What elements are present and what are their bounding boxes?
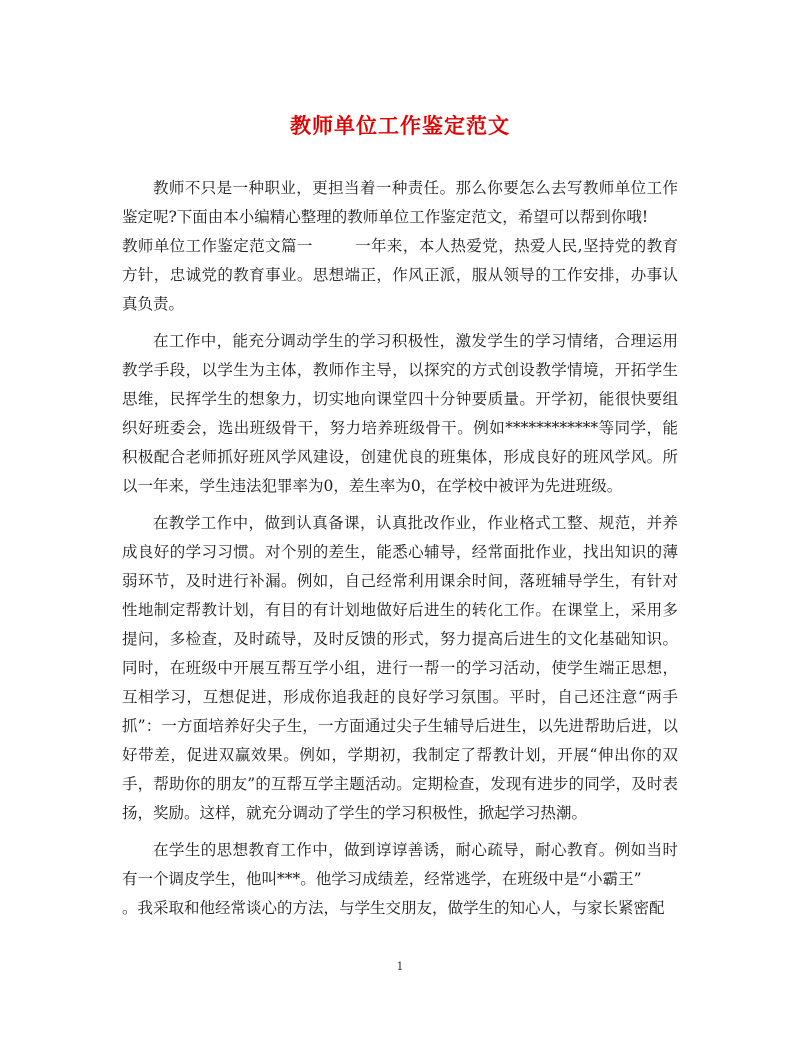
page-number: 1 <box>396 960 404 973</box>
intro-text: 教师不只是一种职业，更担当着一种责任。那么你要怎么去写教师单位工作鉴定呢?下面由本小编精心整理的教师单位工作鉴定范文，希望可以帮到你哦! <box>122 179 678 226</box>
intro-paragraph <box>122 174 678 232</box>
document-title: 教师单位工作鉴定范文 <box>290 113 510 138</box>
body-paragraph-4: 。我采取和他经常谈心的方法，与学生交朋友，做学生的知心人，与家长紧密配 <box>122 899 665 917</box>
section-opening-paragraph <box>122 232 678 319</box>
document-body <box>122 174 678 923</box>
section-lead-text: 一年来，本人热爱党，热爱人民,坚持党的教育方针，忠诚党的教育事业。思想端正，作风正派，服从领导的工作安排，办事认真负责。 <box>122 237 678 313</box>
body-paragraph-2: 在教学工作中，做到认真备课，认真批改作业，作业格式工整、规范，并养成良好的学习习惯。对个别的差生，能悉心辅导，经常面批作业，找出知识的薄弱环节，及时进行补漏。例如，自己经常利用课余时间，落班辅导学生，有针对性地制定帮教计划，有目的有计划地做好后进生的转化工作。在课堂上，采用多提问，多检查，及时疏导，及时反馈的形式，努力提高后进生的文化基础知识。同时，在班级中开展互帮互学小组，进行一帮一的学习活动，使学生端正思想，互相学习，互想促进，形成你追我赶的良好学习氛围。平时，自己还注意“两手抓”：一方面培养好尖子生，一方面通过尖子生辅导后进生，以先进帮助后进，以好带差，促进双赢效果。例如，学期初，我制定了帮教计划，开展“伸出你的双手，帮助你的朋友”的互帮互学主题活动。定期检查，发现有进步的同学，及时表扬，奖励。这样，就充分调动了学生的学习积极性，掀起学习热潮。 <box>122 514 678 822</box>
body-paragraph-1: 在工作中，能充分调动学生的学习积极性，激发学生的学习情绪，合理运用教学手段，以学生为主体，教师作主导，以探究的方式创设教学情境，开拓学生思维，民挥学生的想象力，切实地向课堂四十分钟要质量。开学初，能很快要组织好班委会，选出班级骨干，努力培养班级骨干。例如************等同学，能积极配合老师抓好班风学风建设，创建优良的班集体，形成良好的班风学风。所以一年来，学生违法犯罪率为0，差生率为0，在学校中被评为先进班级。 <box>122 332 678 495</box>
section-heading: 教师单位工作鉴定范文篇一 <box>122 237 313 255</box>
body-paragraph-3: 在学生的思想教育工作中，做到谆谆善诱，耐心疏导，耐心教育。例如当时有一个调皮学生，他叫***。他学习成绩差，经常逃学，在班级中是“小霸王” <box>122 841 678 888</box>
